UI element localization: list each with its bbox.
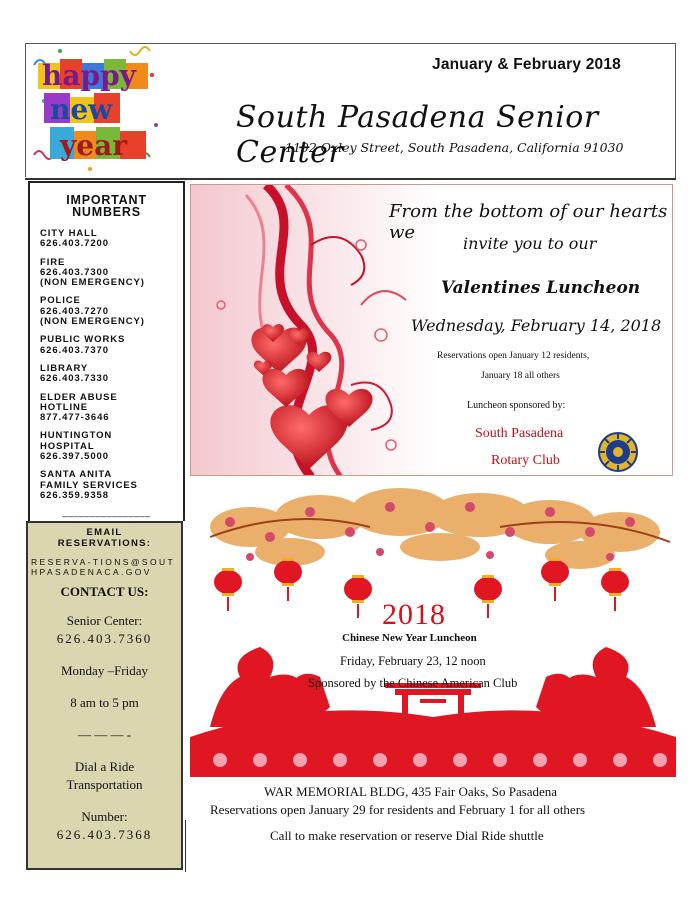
contact-dashes: — — — - bbox=[77, 727, 132, 742]
email-heading-line: RESERVATIONS: bbox=[57, 537, 152, 549]
center-name: South Pasadena Senior Center bbox=[236, 100, 599, 170]
numbers-divider: ________________ bbox=[62, 507, 151, 518]
office-hours: 8 am to 5 pm bbox=[70, 695, 139, 710]
dial-ride-label: Transportation bbox=[66, 777, 143, 792]
number-entry-public-works bbox=[30, 335, 183, 356]
heading-line: NUMBERS bbox=[72, 205, 141, 219]
number-entry-huntington-hospital bbox=[30, 431, 183, 462]
number-entry-santa-anita bbox=[30, 470, 183, 501]
rotary-emblem-icon bbox=[597, 431, 639, 473]
entry-label: HOTLINE bbox=[40, 401, 88, 413]
valentine-invite-line2: invite you to our bbox=[463, 234, 597, 253]
entry-label: POLICE bbox=[40, 295, 81, 307]
dial-ride-number-label: Number: bbox=[81, 809, 128, 824]
dial-ride-label: Dial a Ride bbox=[74, 759, 135, 774]
cny-call-to-action: Call to make reservation or reserve Dial Ride shuttle bbox=[270, 828, 544, 843]
entry-phone: 626.403.7300 bbox=[40, 266, 109, 278]
entry-phone: 626.359.9358 bbox=[40, 489, 109, 501]
entry-phone: 626.403.7270 bbox=[40, 305, 109, 317]
dial-ride-phone: 626.403.7368 bbox=[56, 827, 153, 842]
entry-label: HOSPITAL bbox=[40, 440, 95, 452]
number-entry-fire bbox=[30, 258, 183, 289]
issue-date: January & February 2018 bbox=[432, 56, 621, 73]
contact-panel bbox=[26, 521, 183, 870]
cny-reservations: Reservations open January 29 for residents and February 1 for all others bbox=[210, 802, 586, 817]
chinese-new-year-flyer bbox=[190, 477, 676, 874]
logo-word-year: year bbox=[60, 129, 127, 162]
cny-event-title: Chinese New Year Luncheon bbox=[342, 632, 477, 644]
email-heading bbox=[28, 528, 181, 549]
entry-label: LIBRARY bbox=[40, 362, 89, 374]
center-address: 1102 Oxley Street, South Pasadena, California 91030 bbox=[285, 140, 624, 155]
header-top-rule bbox=[25, 43, 676, 44]
cny-year: 2018 bbox=[382, 598, 446, 631]
senior-center-phone: 626.403.7360 bbox=[56, 631, 153, 646]
entry-label: SANTA ANITA bbox=[40, 469, 113, 481]
entry-label: HUNTINGTON bbox=[40, 430, 113, 442]
email-address-link[interactable]: RESERVA-TIONS@SOUTHPASADENACA.GOV bbox=[31, 557, 176, 577]
entry-note: (NON EMERGENCY) bbox=[40, 316, 145, 328]
entry-phone: 626.403.7330 bbox=[40, 373, 109, 385]
entry-label: CITY HALL bbox=[40, 228, 98, 239]
entry-phone: 626.397.5000 bbox=[40, 451, 109, 463]
contact-heading: CONTACT US: bbox=[60, 584, 149, 599]
entry-label: FAMILY SERVICES bbox=[40, 479, 138, 491]
valentine-event-date: Wednesday, February 14, 2018 bbox=[411, 316, 662, 335]
cny-sponsor: Sponsored by the Chinese American Club bbox=[308, 676, 518, 690]
number-entry-library bbox=[30, 364, 183, 385]
cny-event-date: Friday, February 23, 12 noon bbox=[340, 654, 486, 668]
valentine-sponsored-label: Luncheon sponsored by: bbox=[467, 400, 566, 411]
valentine-event-title: Valentines Luncheon bbox=[441, 278, 641, 298]
number-entry-city-hall bbox=[30, 229, 183, 250]
entry-label: PUBLIC WORKS bbox=[40, 334, 126, 346]
logo-word-new: new bbox=[50, 93, 113, 126]
important-numbers-panel bbox=[28, 181, 185, 521]
entry-label: FIRE bbox=[40, 256, 66, 268]
entry-label: ELDER ABUSE bbox=[40, 391, 118, 403]
valentine-reservations-line1: Reservations open January 12 residents, bbox=[437, 351, 590, 361]
header-left-rule bbox=[25, 43, 26, 177]
senior-center-label: Senior Center: bbox=[66, 613, 143, 628]
column-divider-rule bbox=[185, 820, 186, 872]
header-bottom-rule bbox=[25, 178, 676, 180]
heading-line: IMPORTANT bbox=[66, 193, 147, 207]
office-days: Monday –Friday bbox=[60, 663, 149, 678]
number-entry-police bbox=[30, 296, 183, 327]
number-entry-elder-abuse bbox=[30, 393, 183, 424]
entry-note: (NON EMERGENCY) bbox=[40, 277, 145, 289]
entry-phone: 626.403.7200 bbox=[40, 238, 109, 250]
email-heading-line: EMAIL bbox=[86, 527, 123, 538]
entry-phone: 626.403.7370 bbox=[40, 344, 109, 356]
cny-venue: WAR MEMORIAL BLDG, 435 Fair Oaks, So Pasadena bbox=[264, 784, 558, 799]
valentines-flyer bbox=[190, 184, 673, 476]
logo-word-happy: happy bbox=[42, 59, 136, 92]
entry-phone: 877.477-3646 bbox=[40, 412, 110, 424]
happy-new-year-logo bbox=[30, 45, 162, 173]
valentine-invite-line1: From the bottom of our hearts we bbox=[389, 201, 668, 243]
valentine-reservations-line2: January 18 all others bbox=[481, 371, 560, 381]
important-numbers-heading bbox=[30, 194, 183, 218]
valentine-sponsor-name: South Pasadena bbox=[475, 426, 564, 441]
valentine-sponsor-name: Rotary Club bbox=[491, 453, 560, 468]
